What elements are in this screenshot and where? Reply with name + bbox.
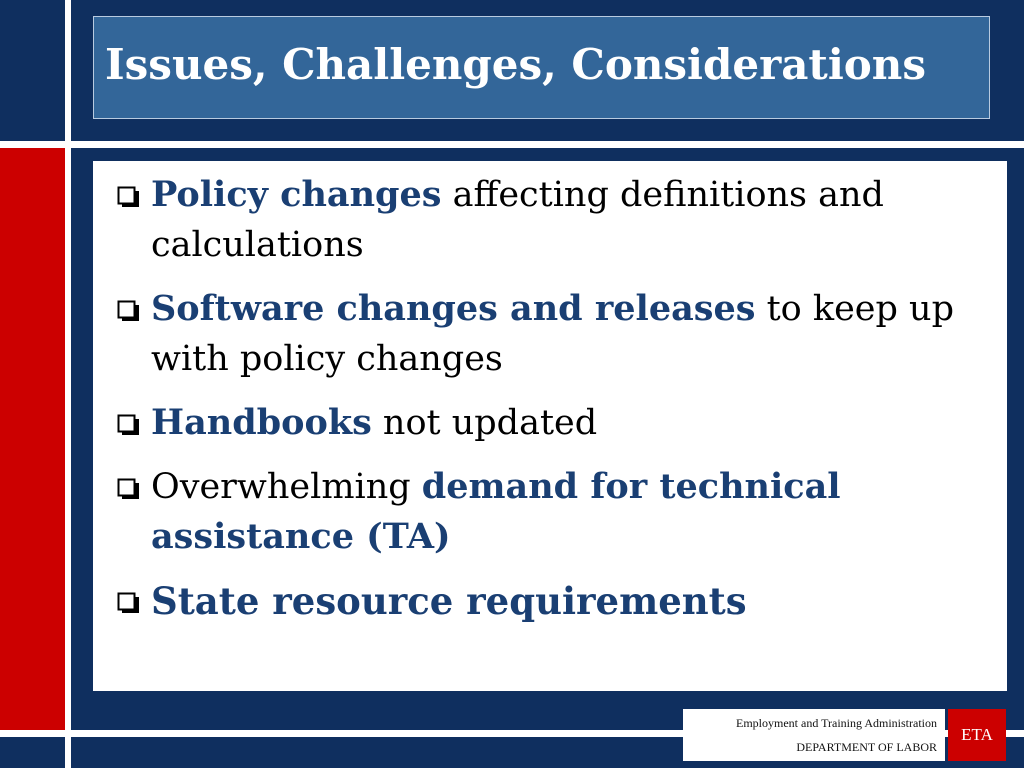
bullet-highlight: Handbooks bbox=[151, 402, 372, 443]
bullet-item bbox=[117, 170, 977, 270]
footer-org-name: Employment and Training Administration bbox=[736, 716, 937, 730]
checkbox-bullet-icon bbox=[117, 300, 141, 322]
bullet-item bbox=[117, 462, 977, 562]
frame-vertical-stripe bbox=[65, 0, 71, 768]
frame-top-stripe bbox=[0, 141, 1024, 148]
bullet-list bbox=[117, 170, 977, 641]
bullet-item bbox=[117, 576, 977, 627]
bullet-item bbox=[117, 284, 977, 384]
bullet-text: affecting definitions and calculations bbox=[151, 175, 884, 265]
bullet-item bbox=[117, 398, 977, 448]
bullet-highlight: Software changes and releases bbox=[151, 288, 756, 329]
red-accent-bar bbox=[0, 148, 65, 730]
bullet-highlight: demand for technical assistance (TA) bbox=[151, 466, 841, 557]
footer-department: DEPARTMENT OF LABOR bbox=[796, 740, 937, 754]
checkbox-bullet-icon bbox=[117, 592, 141, 614]
checkbox-bullet-icon bbox=[117, 478, 141, 500]
checkbox-bullet-icon bbox=[117, 414, 141, 436]
bullet-text: to keep up with policy changes bbox=[151, 289, 954, 379]
bullet-highlight: Policy changes bbox=[151, 174, 442, 215]
slide-title: Issues, Challenges, Considerations bbox=[105, 40, 926, 89]
bullet-highlight: State resource requirements bbox=[151, 579, 747, 623]
checkbox-bullet-icon bbox=[117, 186, 141, 208]
eta-logo-badge: ETA bbox=[948, 709, 1006, 761]
bullet-prefix: Overwhelming bbox=[151, 467, 422, 507]
bullet-text: not updated bbox=[371, 403, 598, 443]
